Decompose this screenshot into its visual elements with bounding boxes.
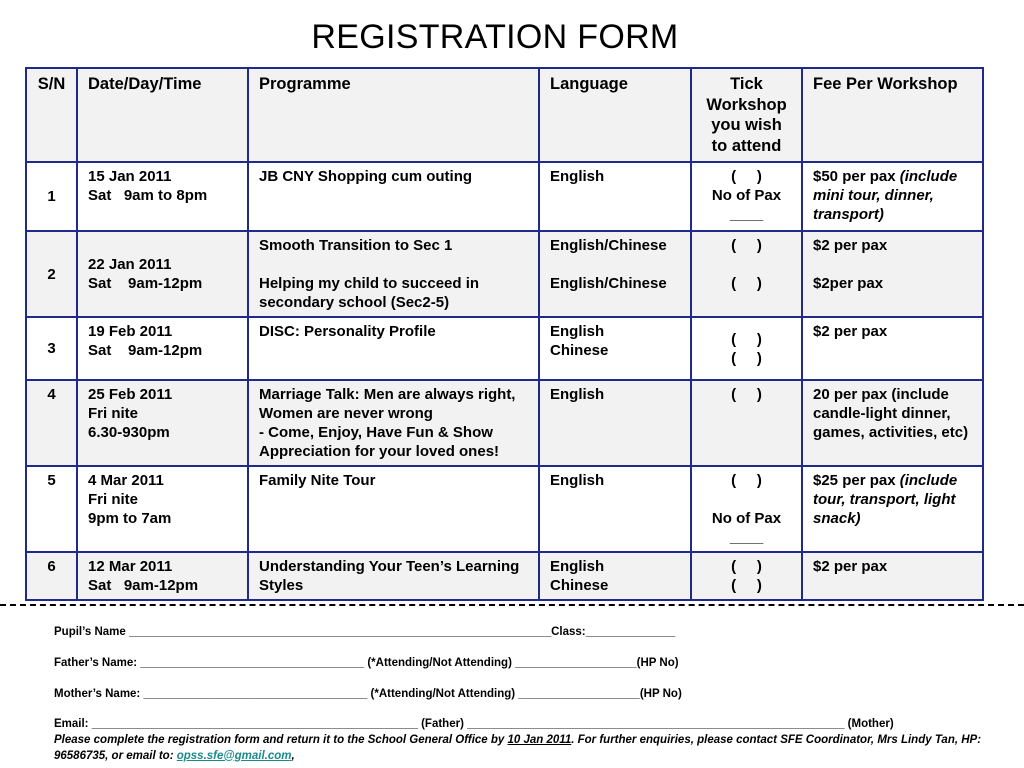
- row-date: 25 Feb 2011 Fri nite 6.30-930pm: [77, 380, 248, 466]
- mother-hp-label: (HP No): [639, 688, 682, 700]
- table-row: [26, 317, 983, 380]
- row-programme: JB CNY Shopping cum outing: [248, 162, 539, 231]
- header-tick: Tick Workshop you wish to attend: [691, 68, 802, 162]
- row-fee: $25 per pax (include tour, transport, light snack): [802, 466, 983, 552]
- table-row: [26, 466, 983, 552]
- row-programme: Family Nite Tour: [248, 466, 539, 552]
- row-sn: 2: [26, 231, 77, 317]
- row-language: English: [539, 380, 691, 466]
- row-sn: 3: [26, 317, 77, 380]
- row-programme: Smooth Transition to Sec 1 Helping my child to succeed in secondary school (Sec2-5): [248, 231, 539, 317]
- deadline-date: 10 Jan 2011: [507, 734, 572, 746]
- row-language: English/Chinese English/Chinese: [539, 231, 691, 317]
- attend-checkbox[interactable]: ( ) No of Pax ____: [691, 162, 802, 231]
- father-hp-field[interactable]: ___________________: [515, 657, 637, 669]
- email-row: [54, 718, 894, 730]
- row-language: English: [539, 162, 691, 231]
- header-language: Language: [539, 68, 691, 162]
- cut-line-divider: [0, 604, 1024, 606]
- email-mother-label: (Mother): [844, 718, 894, 730]
- row-date: 19 Feb 2011 Sat 9am-12pm: [77, 317, 248, 380]
- row-sn: 6: [26, 552, 77, 600]
- table-row: [26, 380, 983, 466]
- row-date: 15 Jan 2011 Sat 9am to 8pm: [77, 162, 248, 231]
- row-language: English: [539, 466, 691, 552]
- row-date: 4 Mar 2011 Fri nite 9pm to 7am: [77, 466, 248, 552]
- row-sn: 4: [26, 380, 77, 466]
- mother-attending-label: (*Attending/Not Attending): [367, 688, 519, 700]
- row-fee: $2 per pax: [802, 317, 983, 380]
- email-father-label: (Father): [417, 718, 468, 730]
- row-sn: 5: [26, 466, 77, 552]
- class-field[interactable]: ______________: [585, 626, 676, 638]
- table-row: [26, 162, 983, 231]
- attend-checkbox[interactable]: ( ) No of Pax ____: [691, 466, 802, 552]
- mother-name-field[interactable]: ___________________________________: [143, 688, 368, 700]
- father-name-field[interactable]: ___________________________________: [140, 657, 365, 669]
- email-mother-field[interactable]: ___________________________________________________________: [467, 718, 845, 730]
- row-date: 22 Jan 2011 Sat 9am-12pm: [77, 231, 248, 317]
- pupil-name-row: [54, 626, 675, 638]
- mother-row: [54, 688, 682, 700]
- father-attending-label: (*Attending/Not Attending): [364, 657, 516, 669]
- attend-checkbox[interactable]: ( ) ( ): [691, 552, 802, 600]
- father-hp-label: (HP No): [636, 657, 679, 669]
- row-fee: $2 per pax: [802, 552, 983, 600]
- row-programme: Marriage Talk: Men are always right, Women are never wrong - Come, Enjoy, Have Fun & Show Appreciation for your loved ones!: [248, 380, 539, 466]
- pupil-name-label: Pupil’s Name: [54, 626, 129, 638]
- pupil-name-field[interactable]: __________________________________________________________________: [129, 626, 552, 638]
- father-row: [54, 657, 679, 669]
- contact-email-link[interactable]: opss.sfe@gmail.com: [176, 749, 292, 762]
- email-label: Email:: [54, 718, 92, 730]
- header-date: Date/Day/Time: [77, 68, 248, 162]
- row-programme: Understanding Your Teen’s Learning Styles: [248, 552, 539, 600]
- row-fee: 20 per pax (include candle-light dinner, games, activities, etc): [802, 380, 983, 466]
- row-date: 12 Mar 2011 Sat 9am-12pm: [77, 552, 248, 600]
- header-programme: Programme: [248, 68, 539, 162]
- row-language: English Chinese: [539, 552, 691, 600]
- table-row: [26, 552, 983, 600]
- registration-table: [25, 67, 984, 601]
- attend-checkbox[interactable]: ( ) ( ): [691, 231, 802, 317]
- header-fee: Fee Per Workshop: [802, 68, 983, 162]
- row-fee: $50 per pax (include mini tour, dinner, transport): [802, 162, 983, 231]
- row-fee: $2 per pax $2per pax: [802, 231, 983, 317]
- mother-name-label: Mother’s Name:: [54, 688, 144, 700]
- row-programme: DISC: Personality Profile: [248, 317, 539, 380]
- submission-note: Please complete the registration form and return it to the School General Office by 10 Jan 2011. For further enquiries, please contact SFE Coordinator, Mrs Lindy Tan, HP: 96586735, or email to: opss.sfe@gmail.com,: [54, 734, 982, 762]
- father-name-label: Father’s Name:: [54, 657, 141, 669]
- email-father-field[interactable]: ___________________________________________________: [91, 718, 418, 730]
- attend-checkbox[interactable]: ( ): [691, 380, 802, 466]
- attend-checkbox[interactable]: ( ) ( ): [691, 317, 802, 380]
- mother-hp-field[interactable]: ___________________: [518, 688, 640, 700]
- table-row: [26, 231, 983, 317]
- header-sn: S/N: [26, 68, 77, 162]
- form-title: REGISTRATION FORM: [311, 18, 679, 56]
- row-language: English Chinese: [539, 317, 691, 380]
- row-sn: 1: [26, 162, 77, 231]
- class-label: Class:: [551, 626, 586, 638]
